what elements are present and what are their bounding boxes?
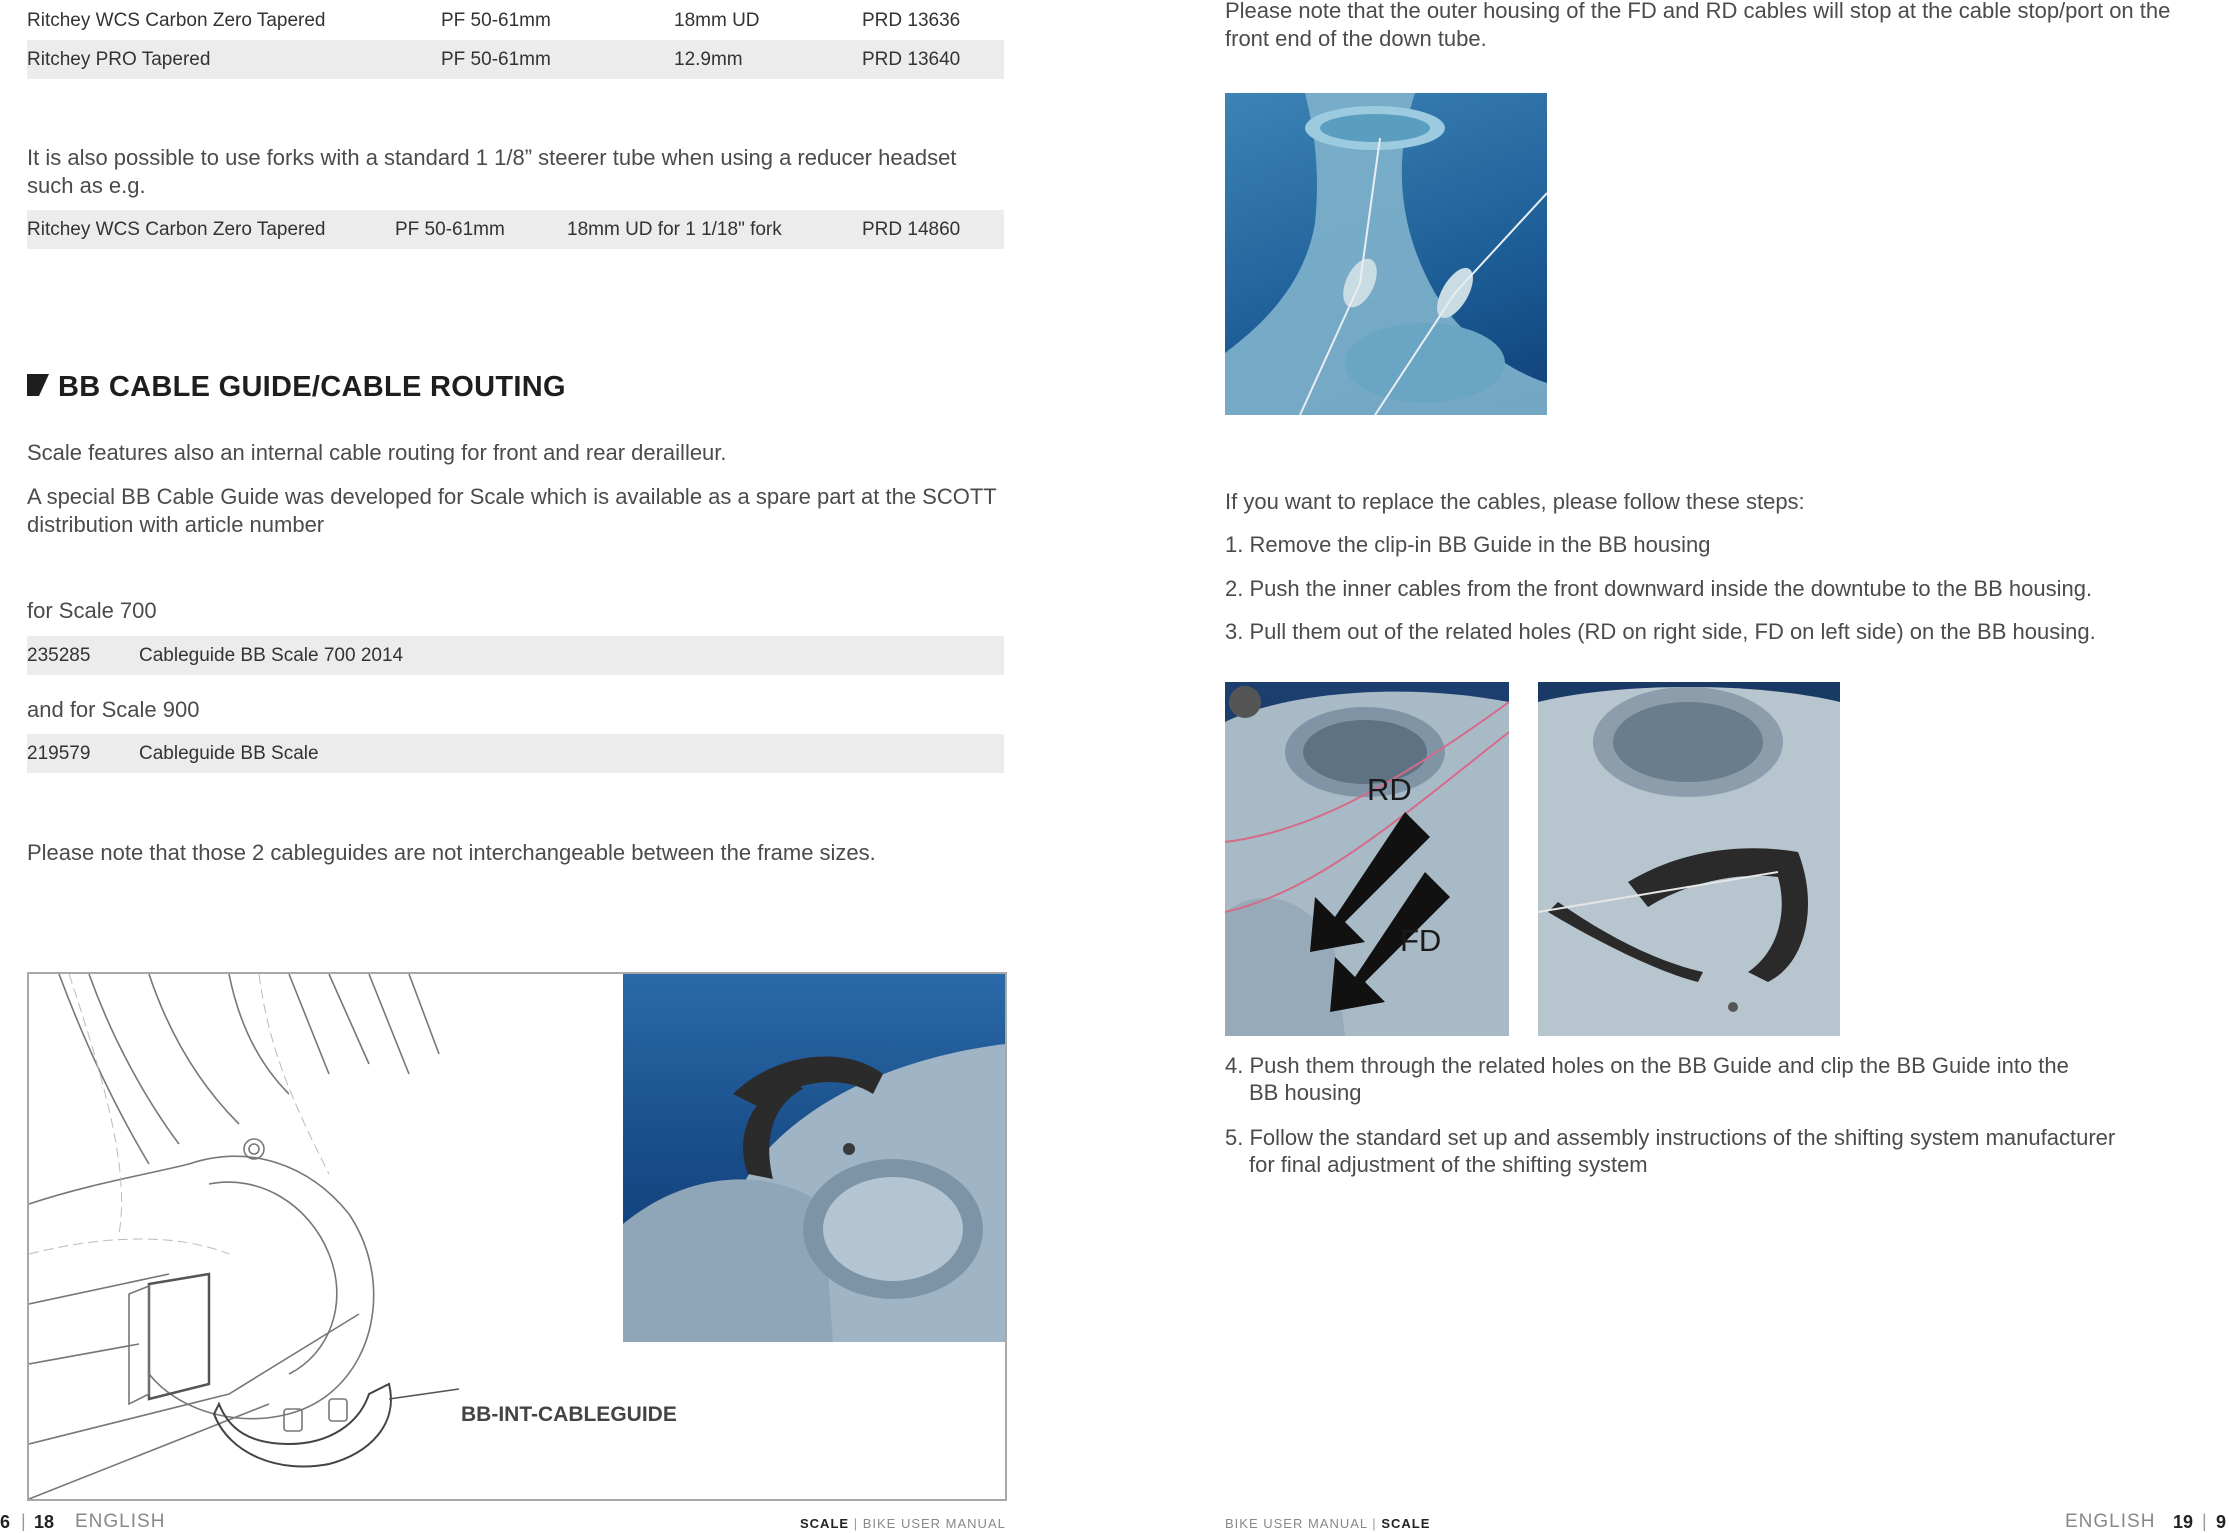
brand-name: SCALE bbox=[800, 1516, 850, 1531]
table-row bbox=[27, 40, 1004, 79]
cell-code: PRD 13640 bbox=[862, 49, 961, 70]
cell-fit: PF 50-61mm bbox=[441, 49, 551, 70]
brand-name: SCALE bbox=[1381, 1516, 1431, 1531]
page-edge-number: 6 bbox=[0, 1512, 11, 1532]
rd-label: RD bbox=[1367, 772, 1412, 807]
section-marker-icon bbox=[27, 374, 49, 396]
footer-separator: | bbox=[21, 1511, 26, 1531]
part-name: Cableguide BB Scale 700 2014 bbox=[139, 645, 404, 666]
page-number: 18 bbox=[34, 1512, 55, 1532]
step-2: 2. Push the inner cables from the front downward inside the downtube to the BB housing. bbox=[1225, 576, 2093, 601]
cell-spec: 18mm UD for 1 1/18" fork bbox=[567, 219, 782, 240]
fd-label: FD bbox=[1400, 923, 1442, 958]
running-footer: BIKE USER MANUAL | SCALE bbox=[1225, 1516, 1431, 1531]
cell-fit: PF 50-61mm bbox=[395, 219, 505, 240]
step-5: 5. Follow the standard set up and assembly instructions of the shifting system manufacturer bbox=[1225, 1125, 2116, 1150]
diagram-callout-label: BB-INT-CABLEGUIDE bbox=[461, 1403, 677, 1426]
cell-spec: 12.9mm bbox=[674, 49, 743, 70]
section-heading: BB CABLE GUIDE/CABLE ROUTING bbox=[58, 371, 566, 403]
step-5-continuation: for final adjustment of the shifting system bbox=[1249, 1152, 1648, 1177]
bb-housing-arrows-photo bbox=[1225, 682, 1509, 1036]
cell-code: PRD 13636 bbox=[862, 10, 961, 31]
page-edge-number: 9 bbox=[2216, 1512, 2227, 1532]
page-language: ENGLISH bbox=[2065, 1511, 2156, 1532]
cell-spec: 18mm UD bbox=[674, 10, 760, 31]
step-3: 3. Pull them out of the related holes (RD on right side, FD on left side) on the BB housing. bbox=[1225, 619, 2096, 644]
scale700-label: for Scale 700 bbox=[27, 598, 157, 623]
housing-note: Please note that the outer housing of the FD and RD cables will stop at the cable stop/port on the front end of the down tube. bbox=[1225, 0, 2171, 51]
intro-paragraph-2: A special BB Cable Guide was developed for Scale which is available as a spare part at the SCOTT distribution with article number bbox=[27, 484, 997, 537]
scale900-label: and for Scale 900 bbox=[27, 697, 200, 722]
part-name: Cableguide BB Scale bbox=[139, 743, 319, 764]
page-language: ENGLISH bbox=[75, 1511, 166, 1532]
footer-separator: | bbox=[2202, 1511, 2207, 1531]
table-row bbox=[27, 210, 1004, 249]
cell-fit: PF 50-61mm bbox=[441, 10, 551, 31]
intro-paragraph: Scale features also an internal cable routing for front and rear derailleur. bbox=[27, 440, 727, 465]
step-4: 4. Push them through the related holes on the BB Guide and clip the BB Guide into the bbox=[1225, 1053, 2069, 1078]
cable-stop-photo bbox=[1225, 93, 1547, 415]
part-number: 219579 bbox=[27, 743, 91, 764]
cell-model: Ritchey WCS Carbon Zero Tapered bbox=[27, 10, 326, 31]
bb-render-photo bbox=[623, 974, 1005, 1342]
bb-guide-installed-photo bbox=[1538, 682, 1840, 1036]
table-row bbox=[27, 636, 1004, 675]
step-1: 1. Remove the clip-in BB Guide in the BB housing bbox=[1225, 532, 1711, 557]
page-number: 19 bbox=[2173, 1512, 2194, 1532]
part-number: 235285 bbox=[27, 645, 91, 666]
steps-intro: If you want to replace the cables, please follow these steps: bbox=[1225, 489, 1805, 514]
step-4-continuation: BB housing bbox=[1249, 1080, 1362, 1105]
manual-title: BIKE USER MANUAL bbox=[862, 1516, 1006, 1531]
cell-code: PRD 14860 bbox=[862, 219, 961, 240]
cell-model: Ritchey WCS Carbon Zero Tapered bbox=[27, 219, 326, 240]
cell-model: Ritchey PRO Tapered bbox=[27, 49, 211, 70]
bb-cableguide-figure bbox=[27, 972, 1007, 1501]
note-paragraph: Please note that those 2 cableguides are not interchangeable between the frame sizes. bbox=[27, 840, 876, 865]
running-footer: SCALE | BIKE USER MANUAL bbox=[800, 1516, 1006, 1531]
reducer-paragraph: It is also possible to use forks with a standard 1 1/8” steerer tube when using a reducer headset such as e.g. bbox=[27, 145, 957, 198]
table-row bbox=[27, 1, 1004, 40]
table-row bbox=[27, 734, 1004, 773]
manual-title: BIKE USER MANUAL bbox=[1225, 1516, 1368, 1531]
